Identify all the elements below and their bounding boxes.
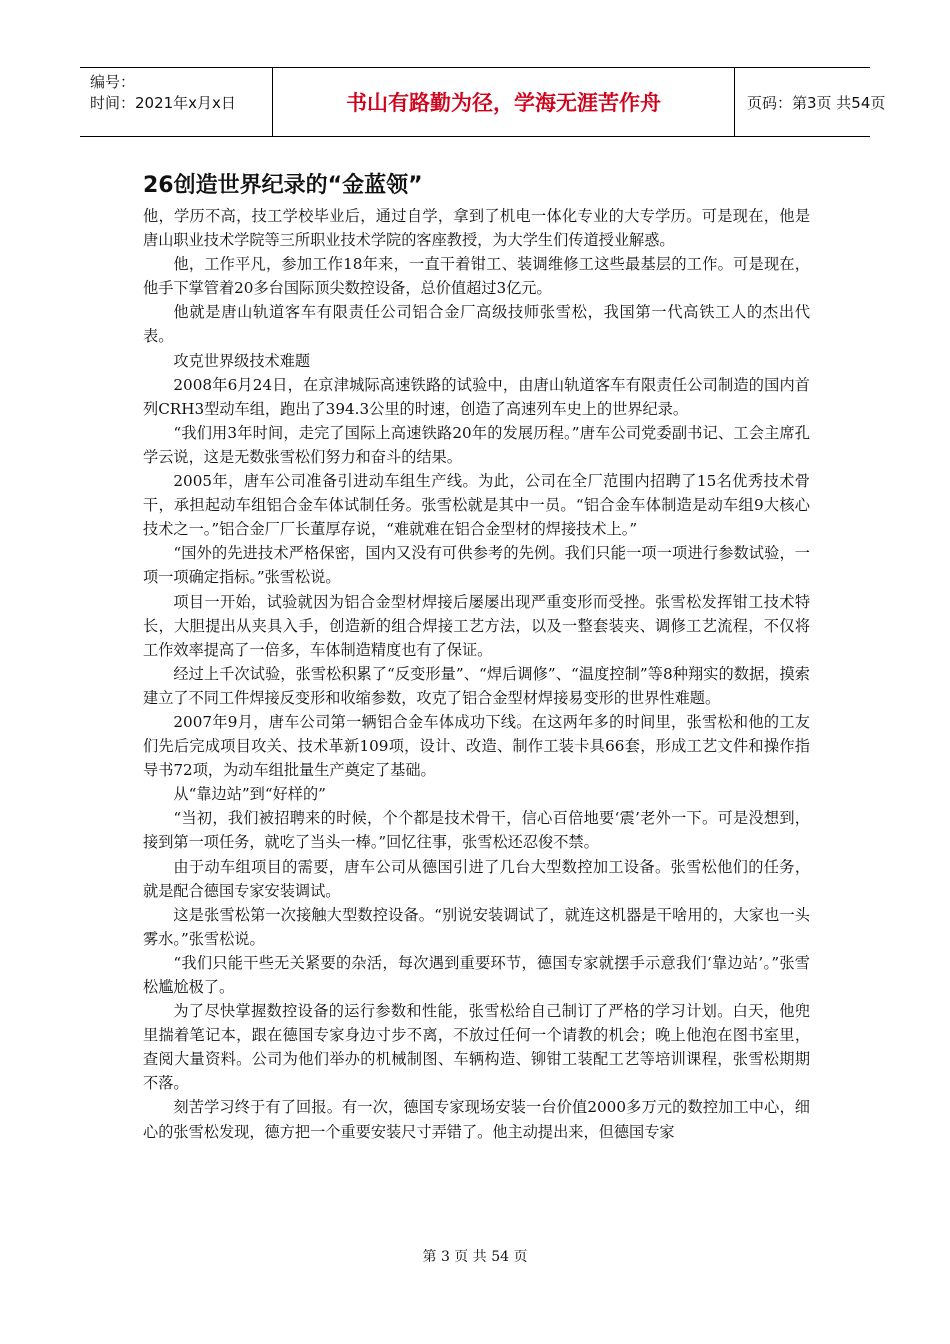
section-heading: 攻克世界级技术难题: [173, 351, 311, 370]
header-motto: 书山有路勤为径，学海无涯苦作舟: [273, 68, 735, 136]
paragraph: 他，学历不高，技工学校毕业后，通过自学，拿到了机电一体化专业的大专学历。可是现在，他是唐山职业技术学院等三所职业技术学院的客座教授，为大学生们传道授业解惑。: [143, 207, 810, 250]
header-meta: [80, 68, 273, 136]
header-page-number: 页码：第3页 共54页: [747, 94, 886, 112]
paragraph: 他就是唐山轨道客车有限责任公司铝合金厂高级技师张雪松，我国第一代高铁工人的杰出代表。: [143, 303, 810, 346]
paragraph: 2008年6月24日，在京津城际高速铁路的试验中，由唐山轨道客车有限责任公司制造的国内首列CRH3型动车组，跑出了394.3公里的时速，创造了高速列车史上的世界纪录。: [143, 375, 810, 418]
header-number: 编号：: [90, 73, 136, 91]
paragraph: 刻苦学习终于有了回报。有一次，德国专家现场安装一台价值2000多万元的数控加工中心，细心的张雪松发现，德方把一个重要安装尺寸弄错了。他主动提出来，但德国专家: [143, 1098, 810, 1141]
paragraph: 他，工作平凡，参加工作18年来，一直干着钳工、装调维修工这些最基层的工作。可是现在，他手下掌管着20多台国际顶尖数控设备，总价值超过3亿元。: [143, 255, 810, 298]
section-heading: 从“靠边站”到“好样的”: [173, 785, 326, 804]
paragraph: “我们用3年时间，走完了国际上高速铁路20年的发展历程。”唐车公司党委副书记、工会主席孔学云说，这是无数张雪松们努力和奋斗的结果。: [143, 423, 810, 466]
paragraph: 由于动车组项目的需要，唐车公司从德国引进了几台大型数控加工设备。张雪松他们的任务，就是配合德国专家安装调试。: [143, 857, 810, 900]
page-header: [80, 67, 886, 137]
paragraph: 2007年9月，唐车公司第一辆铝合金车体成功下线。在这两年多的时间里，张雪松和他的工友们先后完成项目攻关、技术革新109项，设计、改造、制作工装卡具66套，形成工艺文件和操作指导书72项，为动车组批量生产奠定了基础。: [143, 712, 810, 780]
paragraph: “我们只能干些无关紧要的杂活，每次遇到重要环节，德国专家就摆手示意我们‘靠边站’。”张雪松尴尬极了。: [143, 953, 810, 996]
header-time: 时间：2021年x月x日: [90, 94, 236, 112]
paragraph: “当初，我们被招聘来的时候，个个都是技术骨干，信心百倍地要‘震’老外一下。可是没想到，接到第一项任务，就吃了当头一棒。”回忆往事，张雪松还忍俊不禁。: [143, 809, 810, 852]
paragraph: 2005年，唐车公司准备引进动车组生产线。为此，公司在全厂范围内招聘了15名优秀技术骨干，承担起动车组铝合金车体试制任务。张雪松就是其中一员。“铝合金车体制造是动车组9大核心技术之一。”铝合金厂厂长董厚存说，“难就难在铝合金型材的焊接技术上。”: [143, 472, 810, 539]
page-footer: 第 3 页 共 54 页: [422, 1249, 528, 1265]
article-title: 26创造世界纪录的“金蓝领”: [143, 173, 423, 198]
article-body: [143, 204, 810, 1144]
paragraph: 为了尽快掌握数控设备的运行参数和性能，张雪松给自己制订了严格的学习计划。白天，他兜里揣着笔记本，跟在德国专家身边寸步不离，不放过任何一个请教的机会；晚上他泡在图书室里，查阅大量资料。公司为他们举办的机械制图、车辆构造、铆钳工装配工艺等培训课程，张雪松期期不落。: [143, 1002, 810, 1093]
paragraph: “国外的先进技术严格保密，国内又没有可供参考的先例。我们只能一项一项进行参数试验，一项一项确定指标。”张雪松说。: [143, 544, 810, 587]
paragraph: 项目一开始，试验就因为铝合金型材焊接后屡屡出现严重变形而受挫。张雪松发挥钳工技术特长，大胆提出从夹具入手，创造新的组合焊接工艺方法，以及一整套装夹、调修工艺流程，不仅将工作效率提高了一倍多，车体制造精度也有了保证。: [143, 592, 810, 659]
paragraph: 经过上千次试验，张雪松积累了“反变形量”、“焊后调修”、“温度控制”等8种翔实的数据，摸索建立了不同工件焊接反变形和收缩参数，攻克了铝合金型材焊接易变形的世界性难题。: [143, 664, 810, 707]
paragraph: 这是张雪松第一次接触大型数控设备。“别说安装调试了，就连这机器是干啥用的，大家也一头雾水。”张雪松说。: [143, 905, 810, 948]
